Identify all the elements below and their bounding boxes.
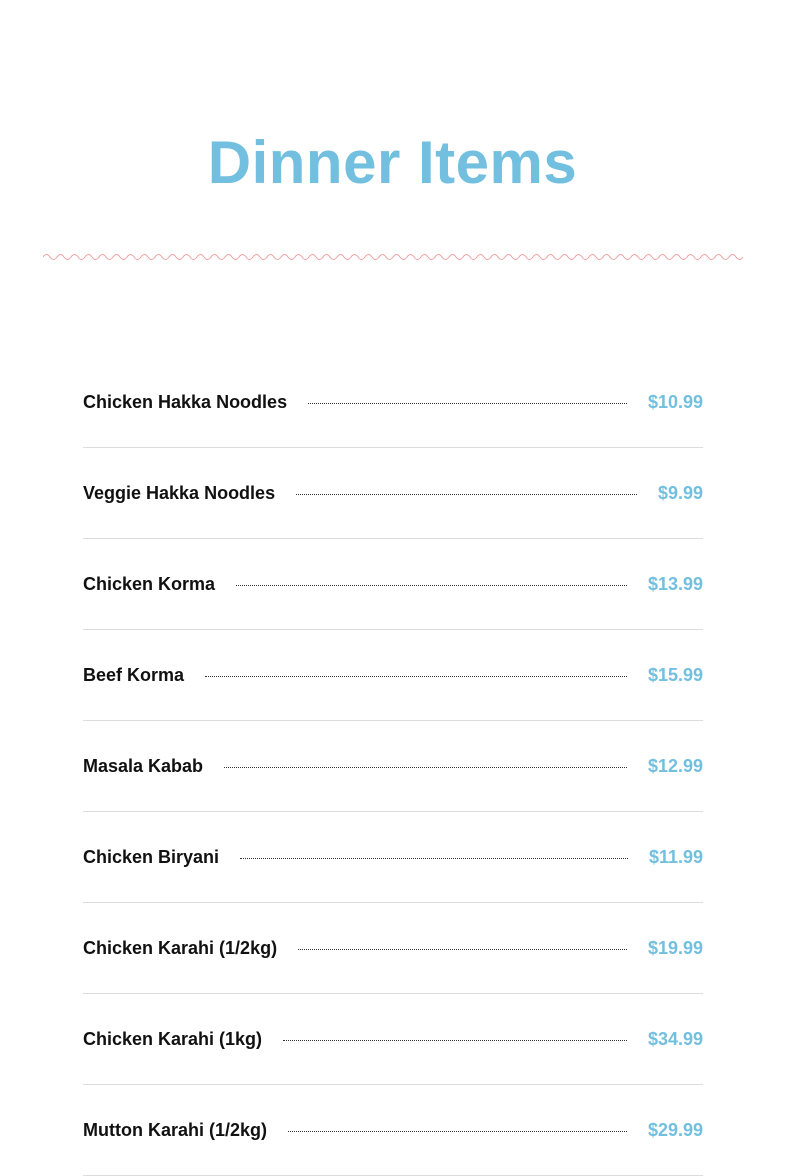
dotted-leader <box>236 585 627 586</box>
menu-item-price: $19.99 <box>647 938 703 958</box>
menu-item-price: $15.99 <box>647 665 703 685</box>
menu-item-row <box>83 721 703 812</box>
menu-item-price: $29.99 <box>647 1120 703 1140</box>
dotted-leader <box>224 767 627 768</box>
menu-item-content <box>83 572 703 596</box>
menu-item-content <box>83 481 703 505</box>
menu-item-name: Beef Korma <box>83 665 185 685</box>
dotted-leader <box>240 858 628 859</box>
menu-list <box>83 357 703 1176</box>
menu-item-price: $9.99 <box>657 483 703 503</box>
menu-item-price: $11.99 <box>648 847 703 867</box>
menu-item-content <box>83 390 703 414</box>
menu-item-content <box>83 1027 703 1051</box>
menu-item-name: Chicken Karahi (1/2kg) <box>83 938 278 958</box>
menu-item-price: $13.99 <box>647 574 703 594</box>
menu-item-name: Chicken Korma <box>83 574 216 594</box>
menu-item-content <box>83 1118 703 1142</box>
dotted-leader <box>298 949 627 950</box>
dotted-leader <box>296 494 637 495</box>
dotted-leader <box>283 1040 627 1041</box>
menu-item-row <box>83 357 703 448</box>
dotted-leader <box>288 1131 627 1132</box>
menu-item-row <box>83 994 703 1085</box>
menu-item-name: Chicken Biryani <box>83 847 220 867</box>
menu-item-name: Chicken Hakka Noodles <box>83 392 288 412</box>
menu-item-content <box>83 663 703 687</box>
page-title: Dinner Items <box>207 129 578 196</box>
menu-item-content <box>83 754 703 778</box>
dotted-leader <box>308 403 627 404</box>
menu-item-price: $34.99 <box>647 1029 703 1049</box>
menu-item-row <box>83 630 703 721</box>
menu-item-row <box>83 812 703 903</box>
menu-item-row <box>83 1085 703 1176</box>
dotted-leader <box>205 676 627 677</box>
menu-item-name: Veggie Hakka Noodles <box>83 483 276 503</box>
menu-item-row <box>83 903 703 994</box>
menu-item-price: $12.99 <box>647 756 703 776</box>
menu-item-row <box>83 539 703 630</box>
menu-item-content <box>83 936 703 960</box>
menu-item-content <box>83 845 703 869</box>
menu-item-price: $10.99 <box>647 392 703 412</box>
menu-item-name: Chicken Karahi (1kg) <box>83 1029 263 1049</box>
wavy-divider <box>43 249 743 265</box>
menu-item-name: Masala Kabab <box>83 756 204 776</box>
menu-item-row <box>83 448 703 539</box>
menu-item-name: Mutton Karahi (1/2kg) <box>83 1120 268 1140</box>
